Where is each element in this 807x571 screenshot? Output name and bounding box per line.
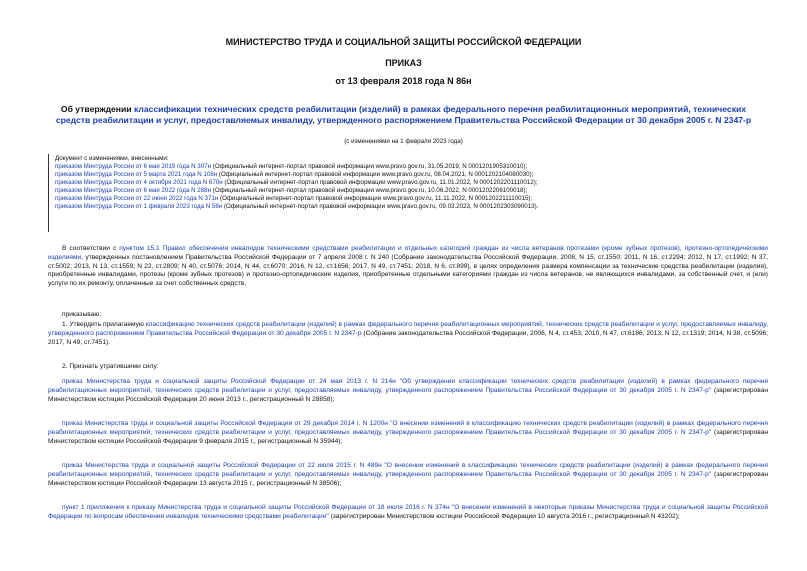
change-text: (Официальный интернет-портал правовой информации www.pravo.gov.ru, 09.03.2023, N 0001202303090013).: [222, 203, 539, 210]
date-number-heading: от 13 февраля 2018 года N 86н: [335, 76, 472, 86]
change-text: (Официальный интернет-портал правовой информации www.pravo.gov.ru, 31.05.2019, N 0001201905310010);: [211, 163, 528, 170]
repealed-link[interactable]: приказ Министерства труда и социальной защиты Российской Федерации от 24 мая 2013 г. N 214н "Об утверждении классификации технических средств реабилитации (изделий) в рамках федерального перечня реабилитационных мероприятий, технических средств реабилитации и услуг, предоставляемых инвалиду, утвержденного распоряжением Правительства Российской Федерации от 30 декабря 2005 г. N 2347-р": [48, 378, 768, 394]
preamble-text: В соответствии с: [62, 245, 120, 252]
change-link[interactable]: приказом Минтруда России от 4 октября 2021 года N 670н: [55, 179, 223, 186]
repealed-text: (зарегистрирован Министерством юстиции Российской Федерации 13 августа 2015 г., регистрационный N 38506);: [48, 470, 768, 487]
change-item: [55, 195, 755, 203]
item-1-text-cont: (Собрание законодательства Российской Федерации, 2006, N 4, ст.453; 2010, N 47, ст.6186; 2013, N 12, ст.1319; 2014, N 38, ст.5096; 2017, N 49, ст.7451).: [48, 329, 768, 346]
change-link[interactable]: приказом Минтруда России от 6 мая 2022 года N 288н: [55, 187, 212, 194]
change-text: (Официальный интернет-портал правовой информации www.pravo.gov.ru, 11.01.2022, N 0001202201110012);: [222, 179, 538, 186]
change-link[interactable]: приказом Минтруда России от 22 июня 2022 года N 371н: [55, 195, 219, 202]
preamble-paragraph: [48, 245, 768, 289]
item-1-text: 1. Утвердить прилагаемую: [62, 321, 146, 328]
change-item: [55, 171, 755, 179]
repealed-text: (зарегистрирован Министерством юстиции Российской Федерации 9 февраля 2015 г., регистрационный N 35944);: [48, 428, 768, 445]
order-word: приказываю:: [62, 311, 102, 318]
change-link[interactable]: приказом Минтруда России от 1 февраля 2023 года N 56н: [55, 203, 223, 210]
repealed-link[interactable]: пункт 1 приложения к приказу Министерства труда и социальной защиты Российской Федерации от 18 июля 2016 г. N 374н "О внесении изменений в некоторые приказы Министерства труда и социальной защиты Российской Федерации по вопросам обеспечения инвалидов техническими средствами реабилитации": [48, 504, 768, 520]
item-2-paragraph: 2. Признать утратившими силу:: [62, 363, 159, 370]
repealed-item: [48, 504, 768, 522]
repealed-text: (зарегистрирован Министерством юстиции Российской Федерации 20 июня 2013 г., регистрационный N 28858);: [48, 386, 768, 403]
change-text: (Официальный интернет-портал правовой информации www.pravo.gov.ru, 08.04.2021, N 0001202104080030);: [217, 171, 534, 178]
item-1-paragraph: [48, 321, 768, 347]
change-link[interactable]: приказом Минтруда России от 5 марта 2021 года N 108н: [55, 171, 218, 178]
ministry-heading: МИНИСТЕРСТВО ТРУДА И СОЦИАЛЬНОЙ ЗАЩИТЫ РОССИЙСКОЙ ФЕДЕРАЦИИ: [225, 37, 582, 47]
preamble-text-cont: , утвержденных постановлением Правительства Российской Федерации от 7 апреля 2008 г. N 240 (Собрание законодательства Российской Федерации, 2008, N 15, ст.1550; 2011, N 16, ст.2294; 2012, N 17, ст.1992; N 37, ст.5002; 2013, N 13, ст.1559; N 22, ст.2809; N 40, ст.5076; 2014, N 44, ст.6070; 2016, N 12, ст.1656; 2017, N 49, ст.7451; 2018, N 6, ст.899), в целях определения размера компенсации за технические средства реабилитации (изделия), приобретенные инвалидами, протезы (кроме зубных протезов) и протезно-ортопедические изделия, приобретенные отдельными категориями граждан из числа ветеранов, не являющихся инвалидами, за собственный счет, и (или) услуги по их ремонту, оплаченные за счет собственных средств,: [48, 253, 768, 288]
changes-block: [55, 155, 755, 211]
repealed-item: [48, 420, 768, 446]
document-title: [0, 104, 807, 126]
repealed-item: [48, 378, 768, 404]
repealed-link[interactable]: приказ Министерства труда и социальной защиты Российской Федерации от 22 июля 2015 г. N 489н "О внесении изменений в классификацию технических средств реабилитации (изделий) в рамках федерального перечня реабилитационных мероприятий, технических средств реабилитации и услуг, предоставляемых инвалиду, утвержденного распоряжением Правительства Российской Федерации от 30 декабря 2005 г. N 2347-р": [48, 462, 768, 478]
rules-link[interactable]: пунктом 15.1 Правил обеспечения инвалидов техническими средствами реабилитации и отдельных категорий граждан из числа ветеранов протезами (кроме зубных протезов), протезно-ортопедическими изделиями: [48, 245, 768, 261]
repealed-link[interactable]: приказ Министерства труда и социальной защиты Российской Федерации от 29 декабря 2014 г. N 1200н "О внесении изменений в классификацию технических средств реабилитации (изделий) в рамках федерального перечня реабилитационных мероприятий, технических средств реабилитации и услуг, предоставляемых инвалиду, утвержденного распоряжением Правительства Российской Федерации от 30 декабря 2005 г. N 2347-р": [48, 420, 768, 436]
repealed-text: (зарегистрирован Министерством юстиции Российской Федерации 10 августа 2016 г., регистрационный N 43202);: [328, 512, 680, 520]
change-text: (Официальный интернет-портал правовой информации www.pravo.gov.ru, 10.06.2022, N 0001202206100018);: [211, 187, 528, 194]
change-item: [55, 187, 755, 195]
changes-rule: [48, 154, 55, 232]
change-link[interactable]: приказом Минтруда России от 6 мая 2019 года N 307н: [55, 163, 212, 170]
change-item: [55, 179, 755, 187]
changes-heading: Документ с изменениями, внесенными:: [55, 155, 169, 162]
change-item: [55, 163, 755, 171]
classification-link[interactable]: классификацию технических средств реабилитации (изделий) в рамках федерального перечня реабилитационных мероприятий, технических средств реабилитации и услуг, предоставляемых инвалиду, утвержденного распоряжением Правительства Российской Федерации от 30 декабря 2005 г. N 2347-р: [48, 321, 768, 337]
change-item: [55, 203, 755, 211]
doc-type-heading: ПРИКАЗ: [385, 58, 422, 68]
title-link[interactable]: классификации технических средств реабилитации (изделий) в рамках федерального перечня реабилитационных мероприятий, технических средств реабилитации и услуг, предоставляемых инвалиду, утвержденного распоряжением Правительства Российской Федерации от 30 декабря 2005 г. N 2347-р: [55, 104, 752, 125]
title-prefix: Об утверждении: [60, 104, 134, 114]
revision-note: (с изменениями на 1 февраля 2023 года): [344, 138, 463, 145]
change-text: (Официальный интернет-портал правовой информации www.pravo.gov.ru, 11.11.2022, N 0001202211110015);: [218, 195, 533, 202]
repealed-item: [48, 462, 768, 488]
